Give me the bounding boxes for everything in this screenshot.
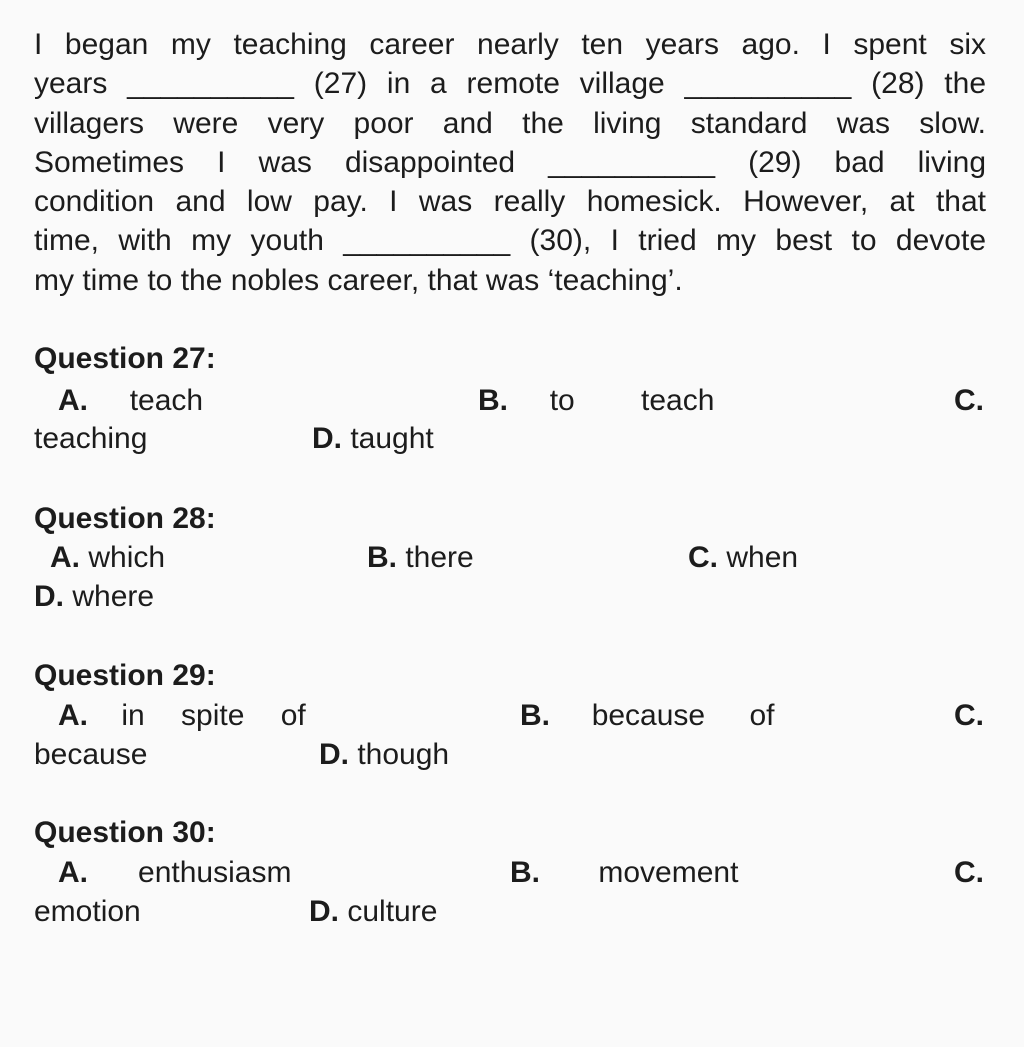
option-text: emotion xyxy=(34,895,141,928)
passage-line: my time to the nobles career, that was ‘teaching’. xyxy=(34,263,683,297)
option-label: B. xyxy=(367,541,397,574)
option-label: A. xyxy=(58,856,88,889)
option-c-text xyxy=(34,894,141,930)
option-a xyxy=(58,698,306,734)
option-d xyxy=(34,579,154,615)
question-29-title: Question 29: xyxy=(34,659,216,692)
option-text: when xyxy=(726,541,799,574)
option-a xyxy=(58,383,203,419)
option-label: A. xyxy=(58,699,88,732)
question-28-title: Question 28: xyxy=(34,502,216,535)
passage-line: time, with my youth __________ (30), I tried my best to devote xyxy=(34,224,986,258)
option-text: teach xyxy=(129,384,204,417)
option-text: taught xyxy=(350,422,434,455)
option-label: D. xyxy=(309,895,339,928)
option-label: D. xyxy=(312,422,342,455)
option-a xyxy=(58,855,291,891)
option-text: where xyxy=(72,580,155,613)
option-label: C. xyxy=(954,856,984,889)
passage-line: I began my teaching career nearly ten years ago. I spent six xyxy=(34,28,986,61)
option-c-label xyxy=(954,383,984,419)
option-label: B. xyxy=(510,856,540,889)
option-text: which xyxy=(88,541,166,574)
option-d xyxy=(309,894,437,930)
option-d xyxy=(312,421,434,457)
option-a xyxy=(50,540,165,576)
option-c-label xyxy=(954,698,984,734)
option-label: C. xyxy=(688,541,718,574)
option-label: C. xyxy=(954,699,984,732)
option-text: enthusiasm xyxy=(138,856,292,889)
option-c-label xyxy=(954,855,984,891)
option-text: culture xyxy=(347,895,438,928)
option-c-text xyxy=(34,421,147,457)
passage-line: Sometimes I was disappointed __________ (29) bad living xyxy=(34,145,986,179)
option-text: because xyxy=(34,738,148,771)
option-b xyxy=(510,855,738,891)
passage-line: villagers were very poor and the living standard was slow. xyxy=(34,106,986,140)
passage-line: years __________ (27) in a remote village __________ (28) the xyxy=(34,67,986,101)
option-label: C. xyxy=(954,384,984,417)
option-label: B. xyxy=(520,699,550,732)
option-text: because of xyxy=(591,699,775,732)
option-text: in spite of xyxy=(121,699,306,732)
option-text: movement xyxy=(598,856,739,889)
option-b xyxy=(478,383,714,419)
option-b xyxy=(520,698,774,734)
option-text: to teach xyxy=(549,384,715,417)
option-c xyxy=(688,540,798,576)
reading-passage xyxy=(34,25,986,300)
option-label: D. xyxy=(319,738,349,771)
option-label: A. xyxy=(50,541,80,574)
option-text: though xyxy=(357,738,450,771)
option-c-text xyxy=(34,737,147,773)
option-label: B. xyxy=(478,384,508,417)
option-text: teaching xyxy=(34,422,148,455)
option-label: D. xyxy=(34,580,64,613)
question-30-title: Question 30: xyxy=(34,816,216,849)
passage-line: condition and low pay. I was really homesick. However, at that xyxy=(34,185,986,219)
option-d xyxy=(319,737,449,773)
option-b xyxy=(367,540,474,576)
option-label: A. xyxy=(58,384,88,417)
option-text: there xyxy=(405,541,474,574)
question-27-title: Question 27: xyxy=(34,342,216,375)
